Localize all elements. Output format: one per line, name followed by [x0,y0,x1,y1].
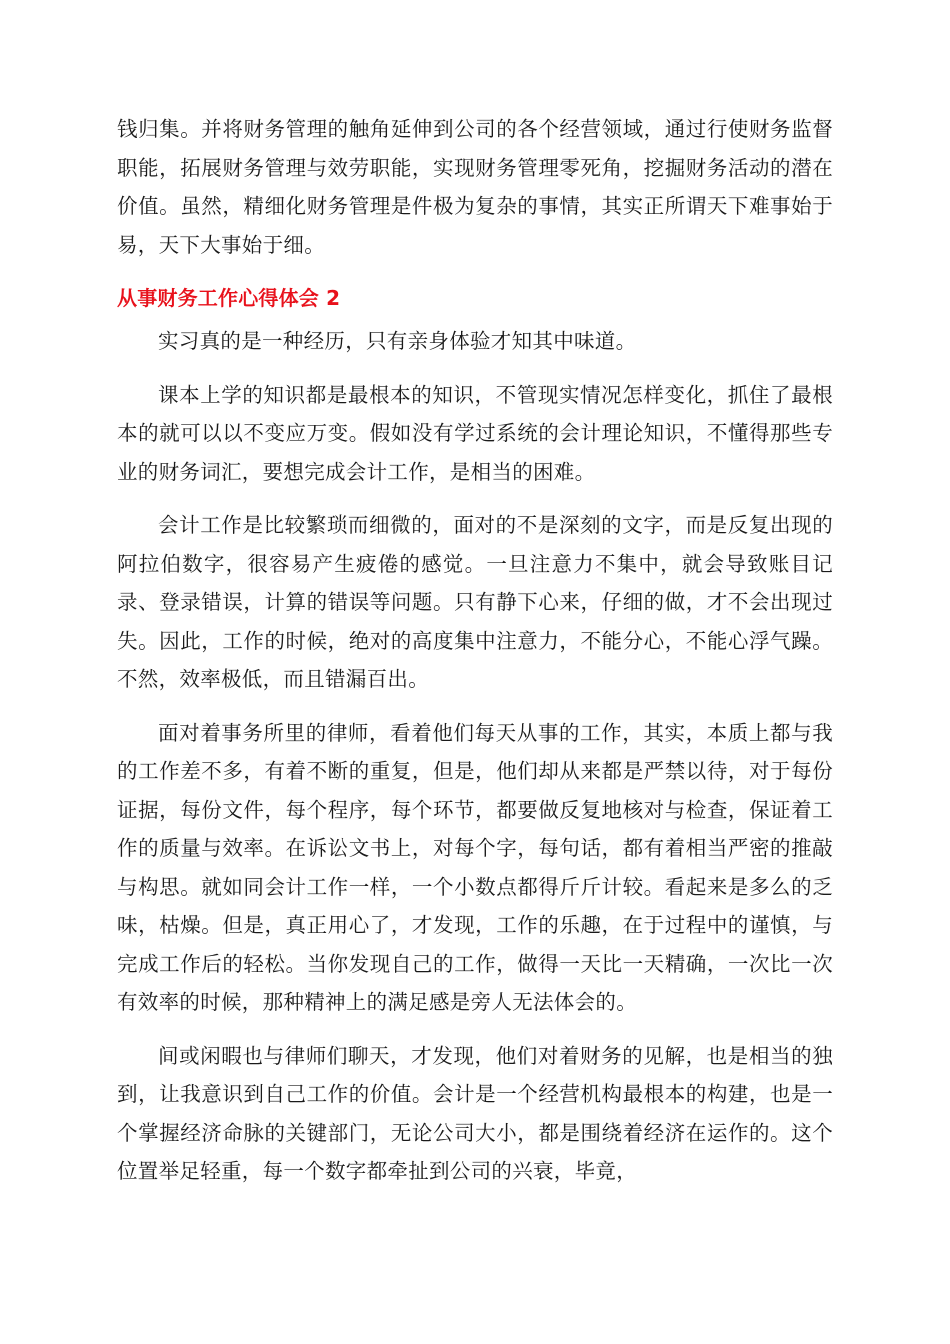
paragraph-2: 课本上学的知识都是最根本的知识，不管现实情况怎样变化，抓住了最根本的就可以以不变应万变。假如没有学过系统的会计理论知识，不懂得那些专业的财务词汇，要想完成会计工作，是相当的困难。 [117,382,833,484]
section-heading: 从事财务工作心得体会 2 [117,286,341,310]
paragraph-3: 会计工作是比较繁琐而细微的，面对的不是深刻的文字，而是反复出现的阿拉伯数字，很容易产生疲倦的感觉。一旦注意力不集中，就会导致账目记录、登录错误，计算的错误等问题。只有静下心来，仔细的做，才不会出现过失。因此，工作的时候，绝对的高度集中注意力，不能分心，不能心浮气躁。不然，效率极低，而且错漏百出。 [117,513,833,691]
document-page [117,110,833,1191]
continued-paragraph: 钱归集。并将财务管理的触角延伸到公司的各个经营领域，通过行使财务监督职能，拓展财务管理与效劳职能，实现财务管理零死角，挖掘财务活动的潜在价值。虽然，精细化财务管理是件极为复杂的事情，其实正所谓天下难事始于易，天下大事始于细。 [117,117,833,257]
paragraph-1: 实习真的是一种经历，只有亲身体验才知其中味道。 [158,329,637,353]
paragraph-4: 面对着事务所里的律师，看着他们每天从事的工作，其实，本质上都与我的工作差不多，有着不断的重复，但是，他们却从来都是严禁以待，对于每份证据，每份文件，每个程序，每个环节，都要做反复地核对与检查，保证着工作的质量与效率。在诉讼文书上，对每个字，每句话，都有着相当严密的推敲与构思。就如同会计工作一样，一个小数点都得斤斤计较。看起来是多么的乏味，枯燥。但是，真正用心了，才发现，工作的乐趣，在于过程中的谨慎，与完成工作后的轻松。当你发现自己的工作，做得一天比一天精确，一次比一次有效率的时候，那种精神上的满足感是旁人无法体会的。 [117,720,833,1014]
paragraph-5: 间或闲暇也与律师们聊天，才发现，他们对着财务的见解，也是相当的独到，让我意识到自己工作的价值。会计是一个经营机构最根本的构建，也是一个掌握经济命脉的关键部门，无论公司大小，都是围绕着经济在运作的。这个位置举足轻重，每一个数字都牵扯到公司的兴衰，毕竟， [117,1043,833,1183]
